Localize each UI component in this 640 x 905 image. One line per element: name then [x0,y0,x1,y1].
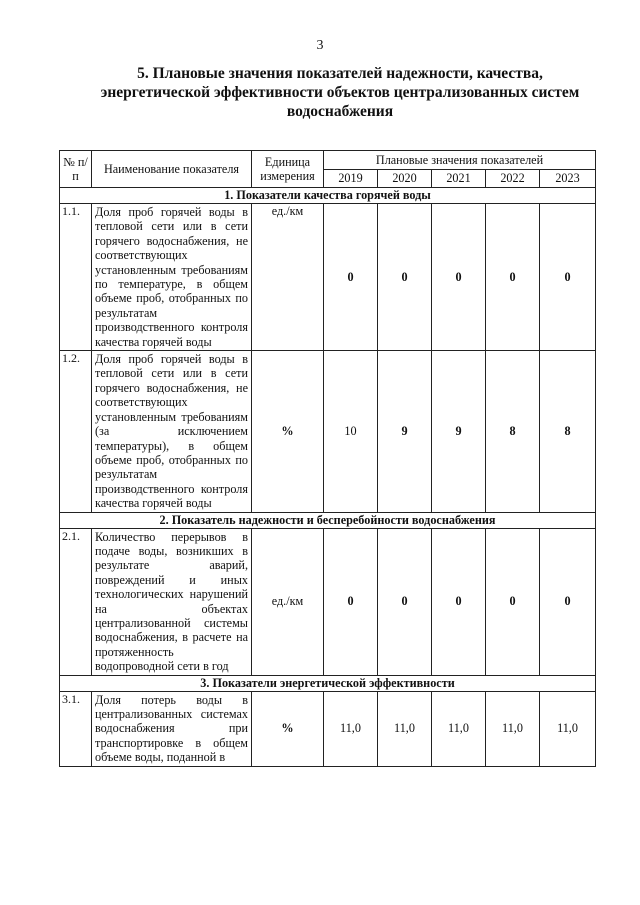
value-cell: 10 [324,351,378,512]
indicators-table [59,150,596,767]
header-year: 2021 [432,170,486,188]
value-cell: 9 [432,351,486,512]
indicator-name: Доля проб горячей воды в тепловой сети или в сети горячего водоснабжения, не соответствующих установленным требованиям (за исключением температуры), в общем объеме проб, отобранных по результатам производственного контроля качества горячей воды [92,351,252,512]
header-num: № п/п [60,151,92,188]
value-cell: 8 [486,351,540,512]
row-num: 3.1. [60,691,92,766]
indicator-name: Количество перерывов в подаче воды, возникших в результате аварий, повреждений и иных технологических нарушений на объектах централизованной системы водоснабжения, в расчете на протяженность водопроводной сети в год [92,528,252,675]
value-cell: 8 [540,351,596,512]
header-year: 2023 [540,170,596,188]
section-heading: 1. Показатели качества горячей воды [60,188,596,204]
value-cell: 11,0 [486,691,540,766]
header-unit: Единица измерения [252,151,324,188]
value-cell: 0 [432,204,486,351]
indicator-unit: ед./км [252,204,324,351]
value-cell: 11,0 [540,691,596,766]
value-cell: 11,0 [432,691,486,766]
row-num: 1.1. [60,204,92,351]
value-cell: 11,0 [324,691,378,766]
row-num: 1.2. [60,351,92,512]
value-cell: 0 [432,528,486,675]
value-cell: 9 [378,351,432,512]
indicator-unit: ед./км [252,528,324,675]
row-num: 2.1. [60,528,92,675]
value-cell: 0 [324,204,378,351]
indicator-name: Доля потерь воды в централизованных системах водоснабжения при транспортировке в общем объеме воды, поданной в [92,691,252,766]
section-heading: 3. Показатели энергетической эффективности [60,675,596,691]
table-row [60,351,596,512]
value-cell: 0 [486,204,540,351]
indicator-name: Доля проб горячей воды в тепловой сети или в сети горячего водоснабжения, не соответствующих установленным требованиям по температуре, в общем объеме проб, отобранных по результатам производственного контроля качества горячей воды [92,204,252,351]
table-row [60,204,596,351]
table-row [60,691,596,766]
section-heading: 2. Показатель надежности и бесперебойности водоснабжения [60,512,596,528]
header-planned: Плановые значения показателей [324,151,596,170]
value-cell: 11,0 [378,691,432,766]
value-cell: 0 [540,204,596,351]
header-year: 2020 [378,170,432,188]
indicator-unit: % [252,351,324,512]
value-cell: 0 [486,528,540,675]
header-year: 2022 [486,170,540,188]
indicator-unit: % [252,691,324,766]
value-cell: 0 [378,528,432,675]
table-row [60,528,596,675]
value-cell: 0 [540,528,596,675]
page-number: 3 [316,38,324,53]
header-year: 2019 [324,170,378,188]
value-cell: 0 [324,528,378,675]
section-title: 5. Плановые значения показателей надежности, качества, энергетической эффективности объектов централизованных систем водоснабжения [100,65,580,120]
header-name: Наименование показателя [92,151,252,188]
value-cell: 0 [378,204,432,351]
